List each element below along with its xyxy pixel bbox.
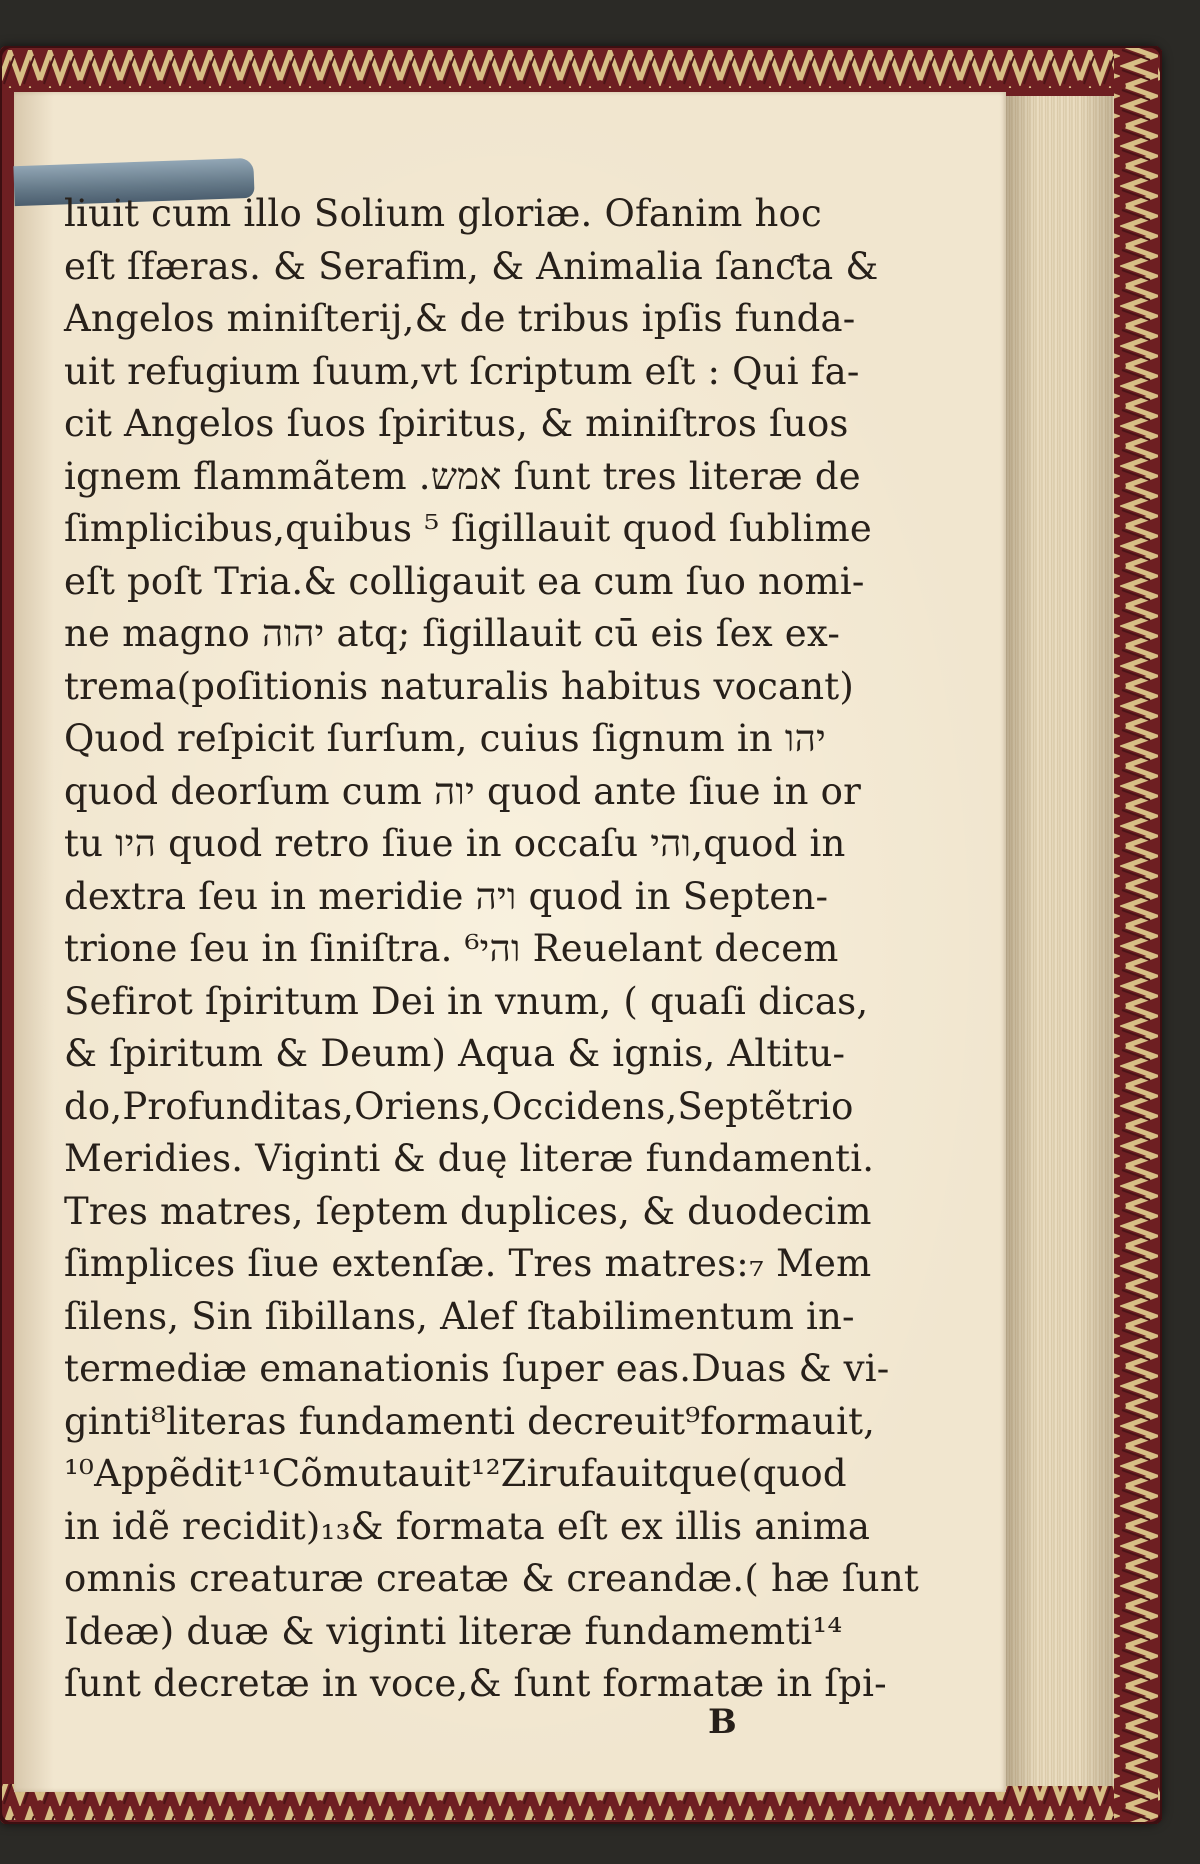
text-line: ginti⁸literas fundamenti decreuit⁹formauit, (64, 1399, 876, 1443)
text-line: uit refugium ſuum,vt ſcriptum eſt : Qui fa- (64, 349, 860, 393)
text-line: ignem flammãtem .אמש ſunt tres literæ de (64, 454, 861, 498)
text-line: termediæ emanationis ſuper eas.Duas & vi- (64, 1347, 890, 1390)
signature-mark: B (708, 1702, 737, 1742)
page-text (64, 188, 944, 1711)
text-line: ſimplicibus,quibus ⁵ ſigillauit quod ſublime (64, 507, 872, 550)
text-line: ſimplices ſiue extenſæ. Tres matres:₇ Mem (64, 1242, 872, 1285)
text-line: & ſpiritum & Deum) Aqua & ignis, Altitu- (64, 1032, 846, 1075)
text-line: ſilens, Sin ſibillans, Alef ſtabilimentum in- (64, 1294, 855, 1338)
text-line: eſt poſt Tria.& colligauit ea cum ſuo nomi- (64, 559, 865, 603)
text-line: Sefirot ſpiritum Dei in vnum, ( quaſi dicas, (64, 979, 869, 1023)
text-line: quod deorſum cum יוה quod ante ſiue in or (64, 769, 862, 813)
text-line: tu היו quod retro ſiue in occaſu והי,quod in (64, 822, 846, 865)
text-line: trione ſeu in ſiniſtra. והי⁶ Reuelant decem (64, 927, 839, 970)
text-line: in idẽ recidit)₁₃& formata eſt ex illis anima (64, 1504, 871, 1548)
text-line: omnis creaturæ creatæ & creandæ.( hæ ſunt (64, 1557, 919, 1600)
text-line: liuit cum illo Solium gloriæ. Ofanim hoc (64, 192, 822, 235)
fore-edge-shading (1003, 96, 1113, 1786)
text-line: trema(poſitionis naturalis habitus vocant) (64, 664, 855, 708)
text-line: dextra ſeu in meridie ויה quod in Septen- (64, 874, 829, 918)
text-line: ¹⁰Appẽdit¹¹Cõmutauit¹²Zirufauitque(quod (64, 1452, 847, 1495)
text-line: cit Angelos ſuos ſpiritus, & miniſtros ſuos (64, 402, 849, 445)
text-line: eſt ſfæras. & Serafim, & Animalia ſanƈta & (64, 244, 879, 288)
text-line: Tres matres, ſeptem duplices, & duodecim (64, 1189, 872, 1233)
text-line: ne magno יהוה atq; ſigillauit cū eis ſex ex- (64, 612, 841, 655)
text-line: Quod reſpicit ſurſum, cuius ſignum in יהו (64, 717, 826, 760)
text-line: Ideæ) duæ & viginti literæ fundamemti¹⁴ (64, 1609, 843, 1653)
text-line: do,Profunditas,Oriens,Occidens,Septẽtrio (64, 1084, 854, 1128)
text-line: ſunt decretæ in voce,& ſunt formatæ in ſpi- (64, 1662, 887, 1705)
text-line: Angelos miniſterij,& de tribus ipſis funda- (64, 297, 856, 340)
text-line: Meridies. Viginti & duę literæ fundamenti. (64, 1137, 875, 1180)
